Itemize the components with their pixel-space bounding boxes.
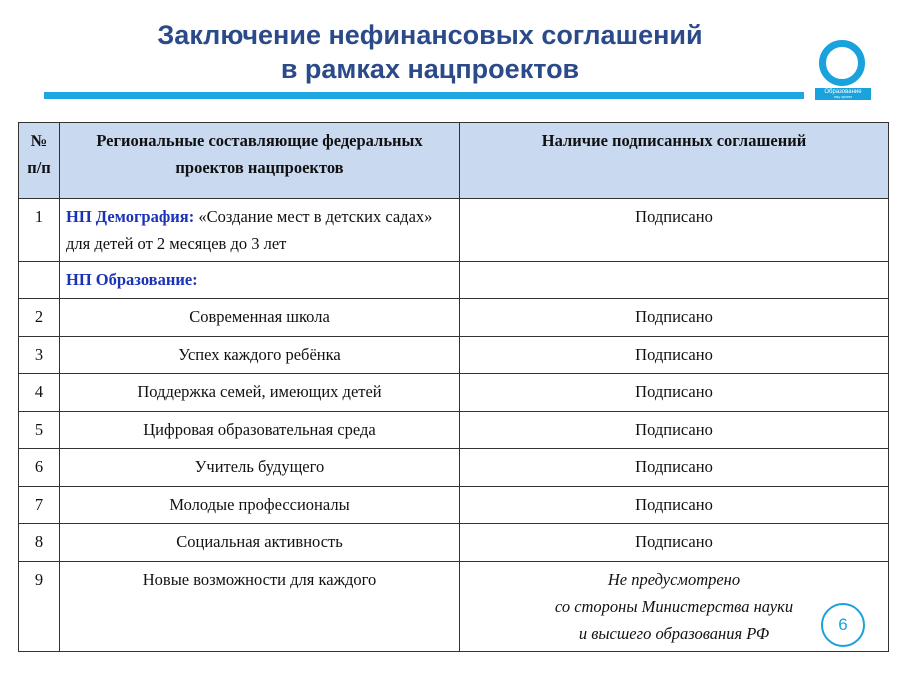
row-status: Подписано (460, 374, 889, 412)
agreements-table (18, 122, 889, 652)
row-status: Подписано (460, 199, 889, 262)
row-status: Подписано (460, 336, 889, 374)
table-row (19, 524, 889, 562)
logo-ring-icon (819, 40, 865, 86)
table-row (19, 449, 889, 487)
table-row (19, 374, 889, 412)
row-num: 4 (19, 374, 60, 412)
row-name (60, 262, 460, 299)
row-name: Цифровая образовательная среда (60, 411, 460, 449)
education-logo (815, 38, 871, 102)
row-status: Подписано (460, 486, 889, 524)
table-row (19, 486, 889, 524)
status-line: со стороны Министерства науки (554, 596, 794, 616)
row-name: Учитель будущего (60, 449, 460, 487)
row-num: 5 (19, 411, 60, 449)
row-num: 6 (19, 449, 60, 487)
header-name: Региональные составляющие федеральных проектов нацпроектов (60, 123, 460, 199)
table-row (19, 411, 889, 449)
np-label: НП Демография: (66, 207, 195, 226)
row-status: Подписано (460, 524, 889, 562)
table-row (19, 336, 889, 374)
table-row (19, 262, 889, 299)
row-num: 2 (19, 299, 60, 337)
slide-title-line2: в рамках нацпроектов (280, 54, 580, 84)
logo-caption (815, 88, 871, 100)
status-line: Не предусмотрено (607, 569, 741, 589)
np-label: НП Образование: (66, 270, 198, 289)
row-name: Новые возможности для каждого (60, 561, 460, 651)
row-name: Социальная активность (60, 524, 460, 562)
row-name: Поддержка семей, имеющих детей (60, 374, 460, 412)
row-name: Успех каждого ребёнка (60, 336, 460, 374)
row-num: 1 (19, 199, 60, 262)
row-status: Подписано (460, 411, 889, 449)
table-row (19, 299, 889, 337)
row-num: 3 (19, 336, 60, 374)
row-name-text: «Создание мест в детских садах» для детей от 2 месяцев до 3 лет (66, 207, 433, 253)
row-status (460, 262, 889, 299)
page-number: 6 (821, 603, 865, 647)
row-name (60, 199, 460, 262)
row-num: 8 (19, 524, 60, 562)
logo-subcaption-text: нац. проект (833, 95, 853, 99)
table-row (19, 199, 889, 262)
slide-title-line1: Заключение нефинансовых соглашений (157, 20, 703, 50)
row-status: Подписано (460, 299, 889, 337)
table-row (19, 561, 889, 651)
table-header-row (19, 123, 889, 199)
row-num: 7 (19, 486, 60, 524)
row-name: Молодые профессионалы (60, 486, 460, 524)
header-num: № п/п (19, 123, 60, 199)
row-name: Современная школа (60, 299, 460, 337)
row-status: Подписано (460, 449, 889, 487)
header-status: Наличие подписанных соглашений (460, 123, 889, 199)
logo-caption-text: Образование (824, 89, 862, 95)
status-line: и высшего образования РФ (578, 623, 770, 643)
title-underline (44, 92, 804, 99)
row-num: 9 (19, 561, 60, 651)
slide-title (60, 18, 800, 86)
row-num (19, 262, 60, 299)
